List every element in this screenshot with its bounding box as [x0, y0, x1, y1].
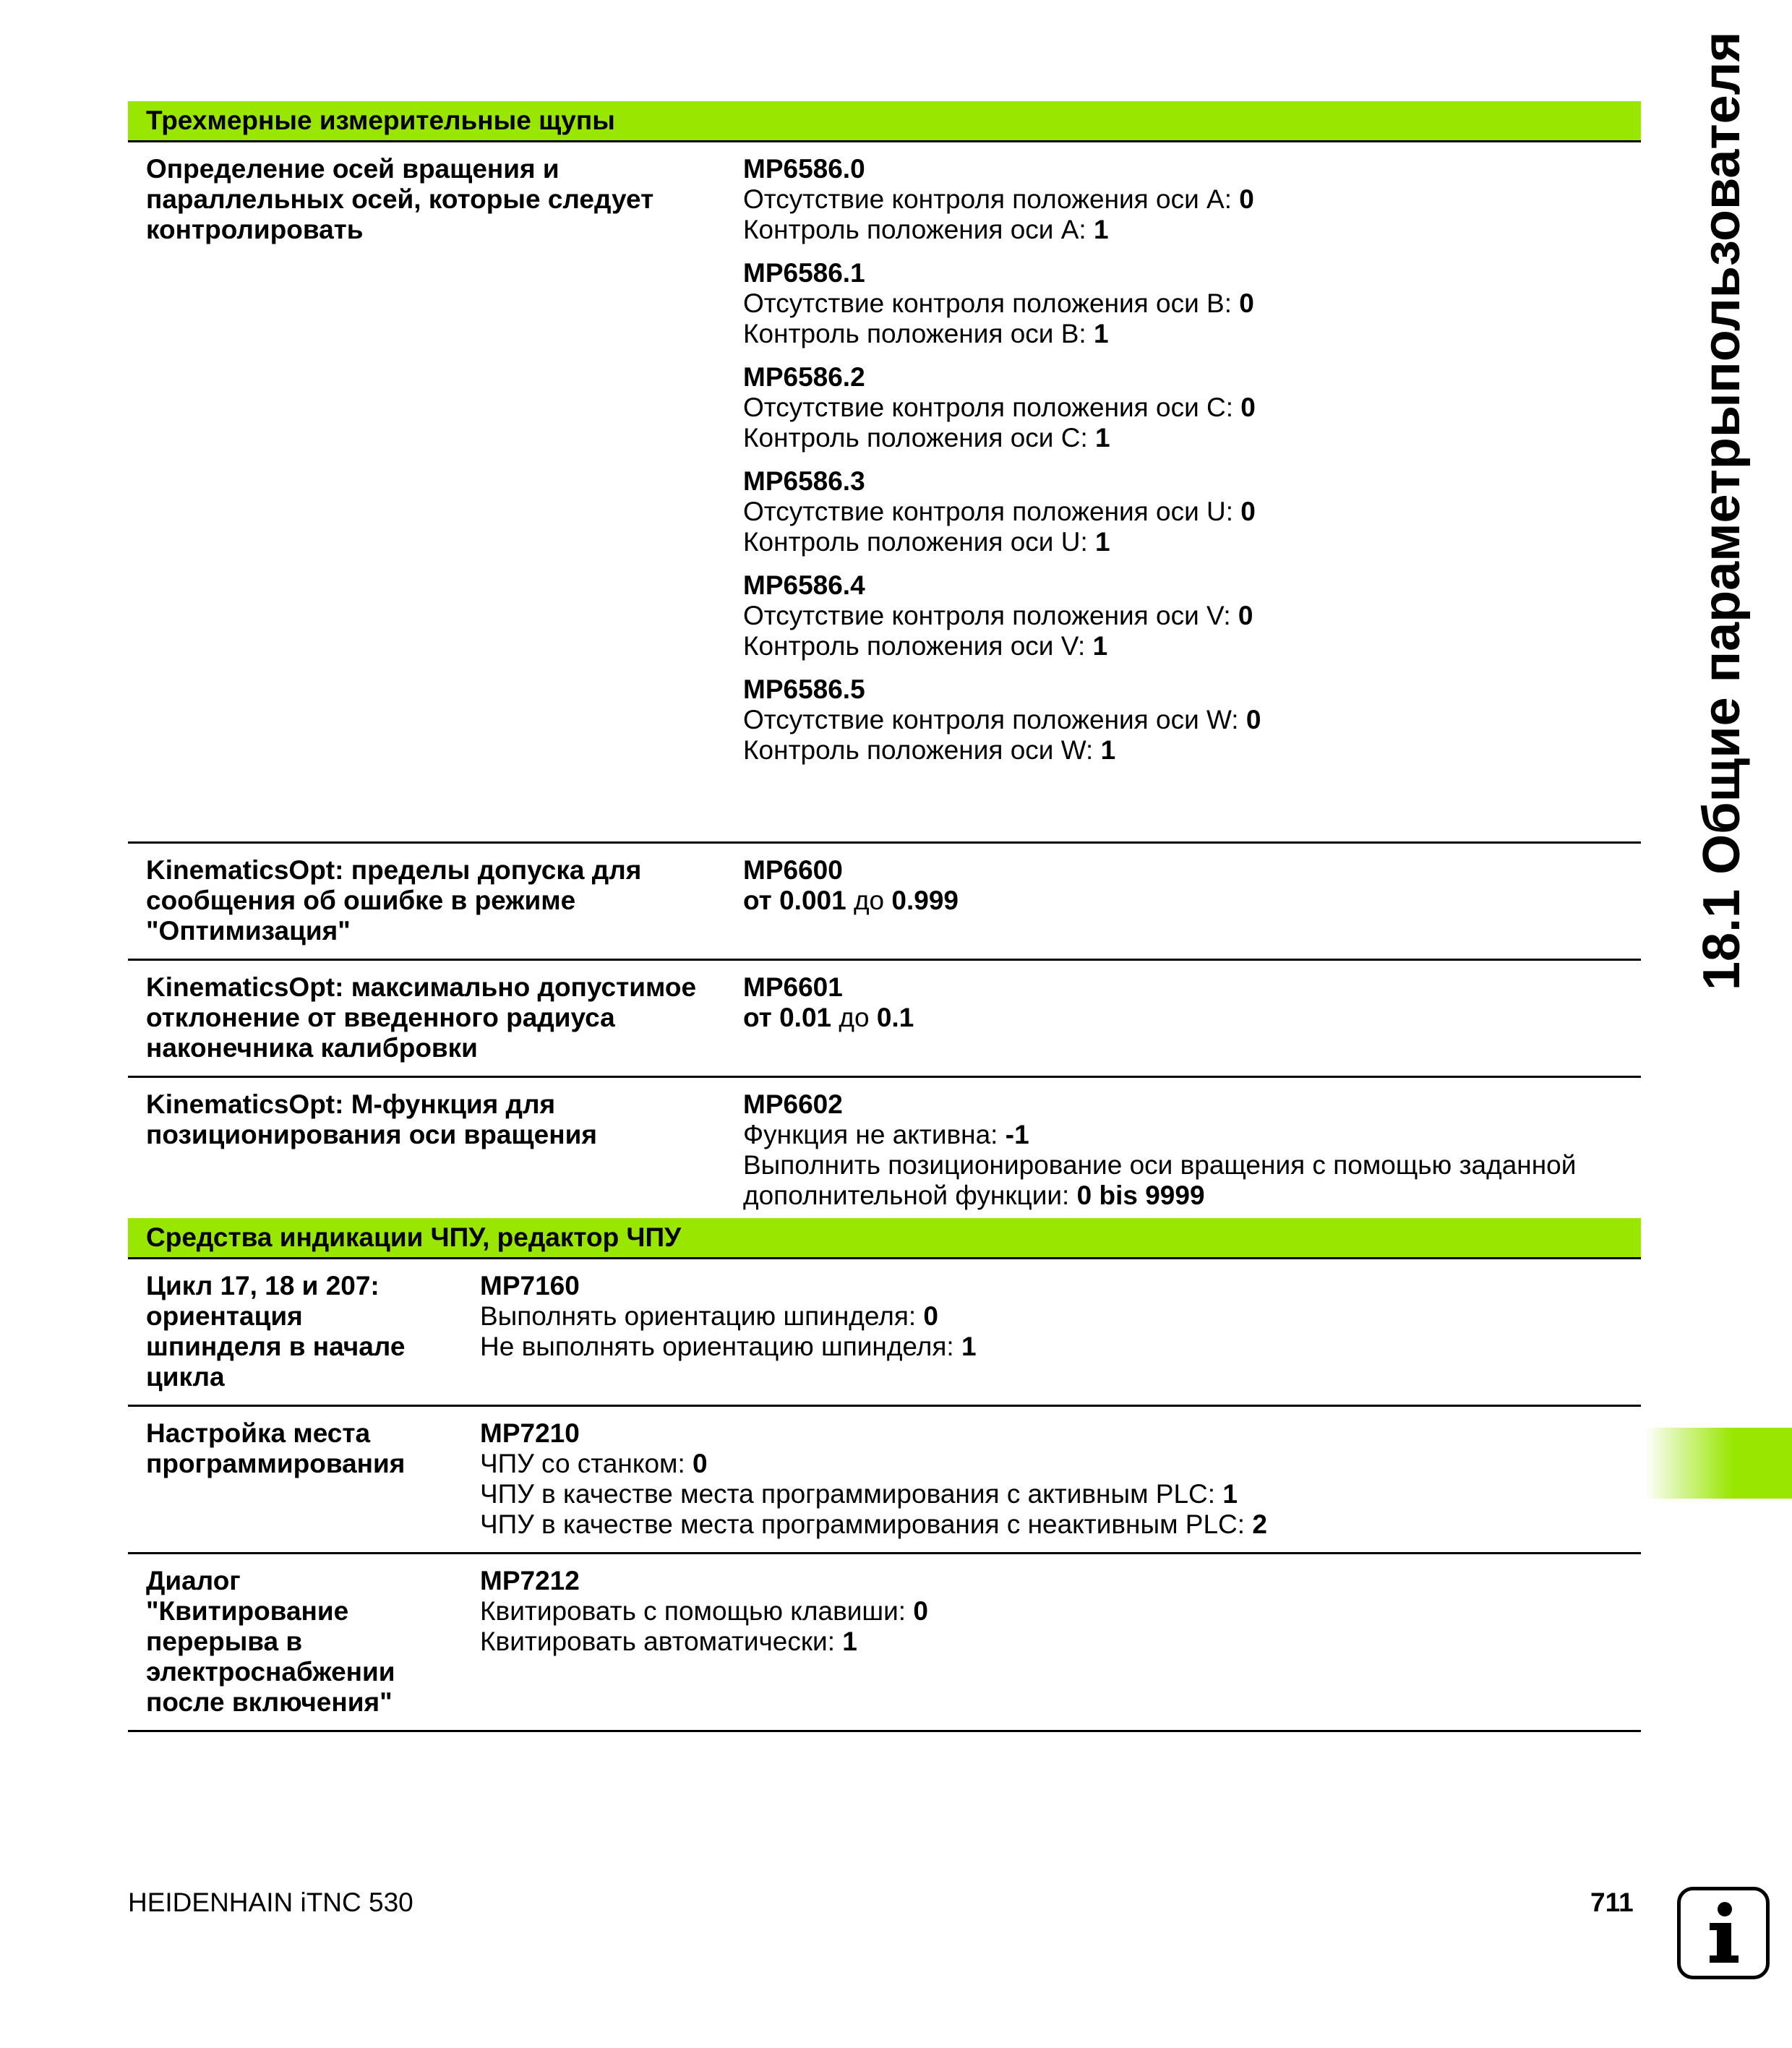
- section-header: Трехмерные измерительные щупы: [128, 101, 1641, 142]
- option-line: Выполнять ориентацию шпинделя: 0: [480, 1301, 938, 1331]
- footer-product: HEIDENHAIN iTNC 530: [128, 1888, 413, 1917]
- option-line: Отсутствие контроля положения оси A: 0: [743, 184, 1254, 214]
- param-code: MP6586.4: [743, 570, 865, 600]
- param-label: KinematicsOpt: максимально допустимое отклонение от введенного радиуса наконечника калибровки: [146, 972, 697, 1063]
- param-label: Цикл 17, 18 и 207: ориентация шпинделя в начале цикла: [146, 1271, 406, 1392]
- chapter-tab-marker: [1645, 1428, 1792, 1499]
- option-line: Квитировать автоматически: 1: [480, 1627, 857, 1656]
- option-line: Отсутствие контроля положения оси W: 0: [743, 705, 1261, 734]
- param-code: MP7210: [480, 1418, 580, 1448]
- param-group: [743, 362, 1632, 453]
- param-code: MP6601: [743, 972, 843, 1002]
- section-3d-probes: [128, 101, 1641, 1225]
- param-group: [743, 466, 1632, 557]
- param-group: [743, 258, 1632, 349]
- option-line: Выполнить позиционирование оси вращения с помощью заданной дополнительной функции: 0 bis 9999: [743, 1150, 1577, 1210]
- range-line: от 0.001 до 0.999: [743, 886, 959, 915]
- table-row: [128, 142, 1641, 844]
- option-line: Контроль положения оси U: 1: [743, 527, 1110, 557]
- param-label: Настройка места программирования: [146, 1418, 406, 1478]
- info-icon: [1677, 1887, 1770, 1979]
- param-group: [743, 674, 1632, 766]
- param-code: MP6586.0: [743, 154, 865, 184]
- option-line: Отсутствие контроля положения оси V: 0: [743, 601, 1253, 630]
- option-line: Контроль положения оси V: 1: [743, 631, 1108, 661]
- param-value: [743, 972, 1632, 1033]
- param-code: MP6602: [743, 1089, 843, 1119]
- range-line: от 0.01 до 0.1: [743, 1003, 914, 1032]
- param-code: MP6586.5: [743, 674, 865, 704]
- table-row: [128, 1407, 1641, 1554]
- param-code: MP6586.2: [743, 362, 865, 392]
- option-line: Контроль положения оси A: 1: [743, 215, 1109, 244]
- option-line: ЧПУ в качестве места программирования с неактивным PLC: 2: [480, 1509, 1267, 1539]
- table-row: [128, 1554, 1641, 1732]
- param-label: Диалог "Квитирование перерыва в электроснабжении после включения": [146, 1566, 395, 1717]
- param-value: [480, 1271, 1629, 1362]
- option-line: Отсутствие контроля положения оси B: 0: [743, 288, 1254, 318]
- chapter-side-title: 18.1 Общие параметрыпользователя: [1693, 31, 1751, 990]
- option-line: Контроль положения оси B: 1: [743, 319, 1109, 348]
- param-value: [743, 1089, 1632, 1211]
- section-nc-display: [128, 1218, 1641, 1732]
- param-code: MP7160: [480, 1271, 580, 1301]
- option-line: Контроль положения оси C: 1: [743, 423, 1110, 453]
- option-line: ЧПУ со станком: 0: [480, 1449, 708, 1478]
- info-glyph: [1681, 1890, 1766, 1976]
- param-code: MP6600: [743, 855, 843, 885]
- param-value: [480, 1418, 1629, 1540]
- table-row: [128, 1259, 1641, 1407]
- param-code: MP7212: [480, 1566, 580, 1595]
- param-value: [480, 1566, 1629, 1657]
- option-line: ЧПУ в качестве места программирования с активным PLC: 1: [480, 1479, 1238, 1509]
- param-value: [743, 154, 1632, 779]
- param-code: MP6586.1: [743, 258, 865, 288]
- option-line: Отсутствие контроля положения оси C: 0: [743, 393, 1256, 422]
- option-line: Не выполнять ориентацию шпинделя: 1: [480, 1332, 977, 1361]
- option-line: Отсутствие контроля положения оси U: 0: [743, 497, 1256, 526]
- table-row: [128, 961, 1641, 1078]
- param-label: KinematicsOpt: пределы допуска для сообщения об ошибке в режиме "Оптимизация": [146, 855, 642, 946]
- param-group: [743, 570, 1632, 661]
- option-line: Контроль положения оси W: 1: [743, 735, 1116, 765]
- param-group: [743, 154, 1632, 245]
- option-line: Функция не активна: -1: [743, 1120, 1029, 1149]
- table-row: [128, 1078, 1641, 1225]
- param-label: Определение осей вращения и параллельных осей, которые следует контролировать: [146, 154, 654, 244]
- param-code: MP6586.3: [743, 466, 865, 496]
- section-header: Средства индикации ЧПУ, редактор ЧПУ: [128, 1218, 1641, 1259]
- param-label: KinematicsOpt: M-функция для позиционирования оси вращения: [146, 1089, 597, 1149]
- table-row: [128, 844, 1641, 961]
- option-line: Квитировать с помощью клавиши: 0: [480, 1596, 928, 1626]
- param-value: [743, 855, 1632, 916]
- page-number: 711: [1590, 1888, 1634, 1917]
